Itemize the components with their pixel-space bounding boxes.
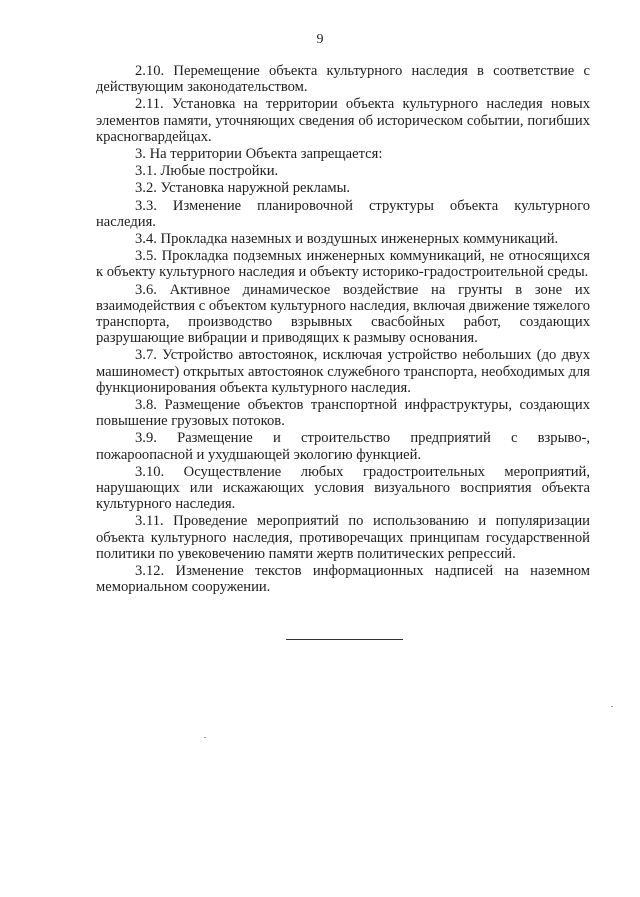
scan-speck [611,706,613,707]
paragraph-3-4: 3.4. Прокладка наземных и воздушных инженерных коммуникаций. [135,231,559,248]
paragraph-3-11: 3.11. Проведение мероприятий по использованию и популяризации объекта культурного наследия, противоречащих принципам государственной политики по увековечению памяти жертв политических репрессий. [96,513,590,562]
paragraph-3-5: 3.5. Прокладка подземных инженерных коммуникаций, не относящихся к объекту культурного наследия и объекту историко-градостроительной среды. [96,248,590,281]
paragraph-3-7: 3.7. Устройство автостоянок, исключая устройство небольших (до двух машиномест) открытых автостоянок служебного транспорта, необходимых для функционирования объекта культурного наследия. [96,347,590,396]
paragraph-3-12: 3.12. Изменение текстов информационных надписей на наземном мемориальном сооружении. [96,563,590,596]
paragraph-3-1: 3.1. Любые постройки. [135,163,279,180]
page-number: 9 [316,32,324,47]
paragraph-3-6: 3.6. Активное динамическое воздействие на грунты в зоне их взаимодействия с объектом культурного наследия, включая движение тяжелого транспорта, производство взрывных свасбойных работ, создающих разрушающие вибрации и приводящих к размыву основания. [96,281,590,347]
document-body [96,63,590,597]
paragraph-2-11: 2.11. Установка на территории объекта культурного наследия новых элементов памяти, уточняющих сведения об историческом событии, погибших красногвардейцах. [96,96,590,145]
paragraph-3-10: 3.10. Осуществление любых градостроительных мероприятий, нарушающих или искажающих условия визуального восприятия объекта культурного наследия. [96,463,590,513]
paragraph-3: 3. На территории Объекта запрещается: [135,146,383,163]
paragraph-3-3: 3.3. Изменение планировочной структуры объекта культурного наследия. [96,197,590,230]
paragraph-3-8: 3.8. Размещение объектов транспортной инфраструктуры, создающих повышение грузовых потоков. [96,397,590,430]
scan-speck [204,737,206,738]
end-divider-line [286,639,403,640]
paragraph-2-10: 2.10. Перемещение объекта культурного наследия в соответствие с действующим законодательством. [96,63,590,96]
paragraph-3-2: 3.2. Установка наружной рекламы. [135,180,351,197]
paragraph-3-9: 3.9. Размещение и строительство предприятий с взрыво-, пожароопасной и ухудшающей экологию функцией. [96,430,590,463]
